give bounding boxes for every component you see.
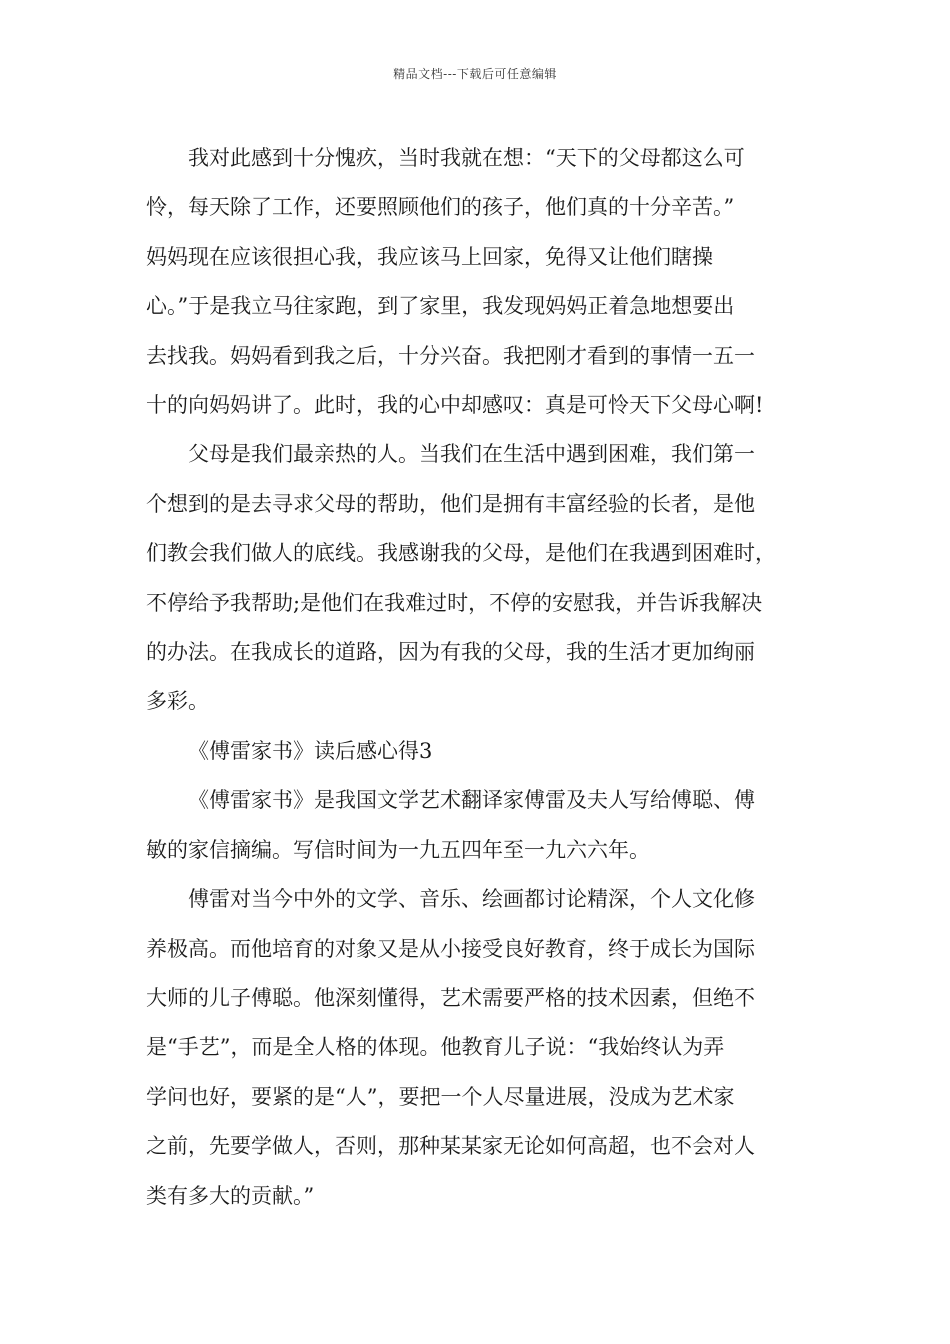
text-line: 养极高。而他培育的对象又是从小接受良好教育，终于成长为国际: [146, 936, 755, 961]
section-heading: [146, 727, 806, 776]
text-line: 之前，先要学做人，否则，那种某某家无论如何高超，也不会对人: [146, 1134, 755, 1159]
text-line: 大师的儿子傅聪。他深刻懂得，艺术需要严格的技术因素，但绝不: [146, 985, 755, 1010]
text-line: 妈妈现在应该很担心我，我应该马上回家，免得又让他们瞎操: [146, 244, 713, 269]
heading-text: 《傅雷家书》读后感心得3: [188, 738, 433, 763]
text-line: 《傅雷家书》是我国文学艺术翻译家傅雷及夫人写给傅聪、傅: [188, 788, 755, 813]
paragraph-3: [146, 776, 806, 875]
document-body: [146, 134, 806, 1221]
page-header: 精品文档---下载后可任意编辑: [393, 67, 557, 81]
text-line: 多彩。: [146, 689, 209, 714]
text-line: 父母是我们最亲热的人。当我们在生活中遇到困难，我们第一: [188, 442, 755, 467]
paragraph-2: [146, 430, 806, 726]
text-line: 傅雷对当今中外的文学、音乐、绘画都讨论精深，个人文化修: [188, 887, 755, 912]
text-line: 学问也好，要紧的是“人”，要把一个人尽量进展，没成为艺术家: [146, 1084, 735, 1109]
text-line: 敏的家信摘编。写信时间为一九五四年至一九六六年。: [146, 837, 650, 862]
text-line: 个想到的是去寻求父母的帮助，他们是拥有丰富经验的长者，是他: [146, 491, 755, 516]
text-line: 我对此感到十分愧疚，当时我就在想：“天下的父母都这么可: [188, 146, 745, 170]
text-line: 类有多大的贡献。”: [146, 1183, 315, 1208]
text-line: 去找我。妈妈看到我之后，十分兴奋。我把刚才看到的事情一五一: [146, 343, 755, 368]
paragraph-4: [146, 875, 806, 1221]
text-line: 十的向妈妈讲了。此时，我的心中却感叹：真是可怜天下父母心啊!: [146, 393, 764, 418]
text-line: 是“手艺”，而是全人格的体现。他教育儿子说：“我始终认为弄: [146, 1035, 725, 1060]
paragraph-1: [146, 134, 806, 430]
text-line: 怜，每天除了工作，还要照顾他们的孩子，他们真的十分辛苦。”: [146, 195, 735, 220]
text-line: 的办法。在我成长的道路，因为有我的父母，我的生活才更加绚丽: [146, 640, 755, 665]
text-line: 不停给予我帮助;是他们在我难过时，不停的安慰我，并告诉我解决: [146, 590, 763, 615]
text-line: 心。”于是我立马往家跑，到了家里，我发现妈妈正着急地想要出: [146, 294, 735, 319]
text-line: 们教会我们做人的底线。我感谢我的父母，是他们在我遇到困难时，: [146, 541, 776, 566]
